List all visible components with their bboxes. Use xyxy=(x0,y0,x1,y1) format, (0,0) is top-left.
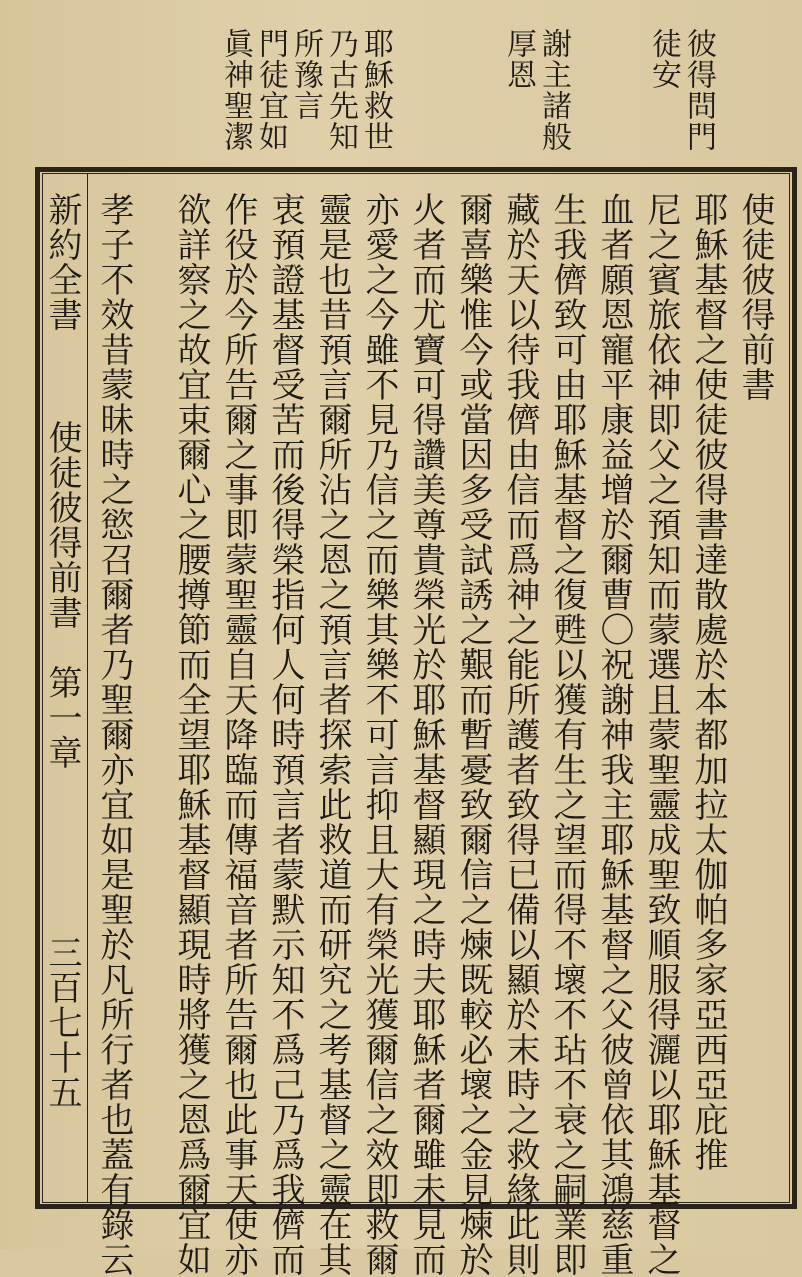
body-column-5: 藏於天以待我儕由信而爲神之能所護者致得已備以顯於末時之救緣此則 xyxy=(500,192,540,1277)
margin-note-2: 徒安 xyxy=(646,28,681,90)
series-title: 新約全書 xyxy=(42,192,82,332)
margin-note-6: 乃古先知 xyxy=(323,28,358,152)
body-column-4: 生我儕致可由耶穌基督之復甦以獲有生之望而得不壞不玷不衰之嗣業即 xyxy=(547,192,587,1277)
body-column-3: 血者願恩寵平康益增於爾曹〇祝謝神我主耶穌基督之父彼曾依其鴻慈重 xyxy=(594,192,634,1277)
margin-note-4: 厚恩 xyxy=(501,28,536,90)
body-column-10: 衷預證基督受苦而後得榮指何人何時預言者蒙默示知不爲己乃爲我儕而 xyxy=(265,192,305,1277)
body-column-2: 尼之賓旅依神即父之預知而蒙選且蒙聖靈成聖致順服得灑以耶穌基督之 xyxy=(641,192,681,1277)
body-column-1: 耶穌基督之使徒彼得書達散處於本都加拉太伽帕多家亞西亞庇推 xyxy=(688,192,728,1172)
margin-note-7: 所豫言 xyxy=(288,28,323,121)
margin-note-1: 彼得問門 xyxy=(681,28,716,152)
body-column-11: 作役於今所告爾之事即蒙聖靈自天降臨而傳福音者所告爾也此事天使亦 xyxy=(218,192,258,1277)
body-column-7: 火者而尤寶可得讚美尊貴榮光於耶穌基督顯現之時夫耶穌者爾雖未見而 xyxy=(406,192,446,1277)
body-column-9: 靈是也昔預言爾所沾之恩之預言者探索此救道而研究之考基督之靈在其 xyxy=(312,192,352,1277)
body-column-13: 孝子不效昔蒙昧時之慾召爾者乃聖爾亦宜如是聖於凡所行者也蓋有錄云 xyxy=(94,192,134,1277)
body-column-6: 爾喜樂惟今或當因多受試誘之艱而暫憂致爾信之煉既較必壞之金見煉於 xyxy=(453,192,493,1277)
book-title: 使徒彼得前書 xyxy=(735,192,775,402)
body-column-8: 亦愛之今雖不見乃信之而樂其樂不可言抑且大有榮光獲爾信之效即救爾 xyxy=(359,192,399,1277)
margin-note-5: 耶穌救世 xyxy=(358,28,393,152)
running-head: 使徒彼得前書 第一章 xyxy=(42,420,82,770)
body-column-12: 欲詳察之故宜束爾心之腰撙節而全望耶穌基督顯現時將獲之恩爲爾宜如 xyxy=(171,192,211,1277)
margin-note-3: 謝主諸般 xyxy=(536,28,571,152)
footer-divider xyxy=(87,173,88,1203)
page-number: 三百七十五 xyxy=(42,935,82,1110)
margin-note-9: 眞神聖潔 xyxy=(218,28,253,152)
margin-note-8: 門徒宜如 xyxy=(253,28,288,152)
